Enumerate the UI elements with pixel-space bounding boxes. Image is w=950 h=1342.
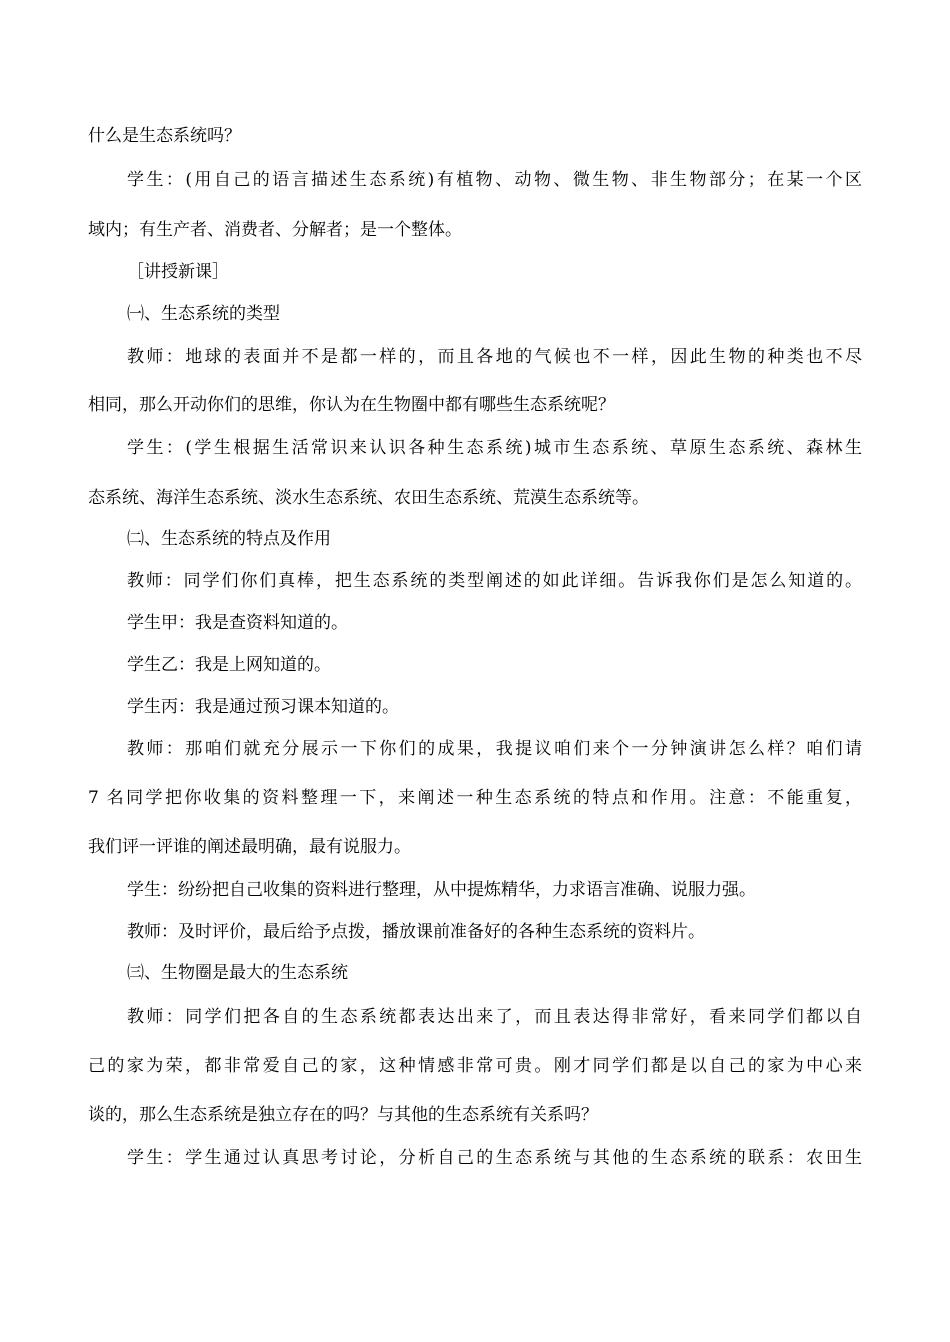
text-line: 教师：那咱们就充分展示一下你们的成果，我提议咱们来个一分钟演讲怎么样？咱们请 <box>127 739 862 759</box>
section-heading: ㈠、生态系统的类型 <box>127 304 280 324</box>
text-line: 学生：学生通过认真思考讨论，分析自己的生态系统与其他的生态系统的联系：农田生 <box>127 1148 862 1168</box>
text-line: 教师：地球的表面并不是都一样的，而且各地的气候也不一样，因此生物的种类也不尽 <box>127 347 862 367</box>
text-line: 相同，那么开动你们的思维，你认为在生物圈中都有哪些生态系统呢？ <box>88 395 615 415</box>
text-line: 学生乙：我是上网知道的。 <box>127 655 331 675</box>
text-line: 态系统、海洋生态系统、淡水生态系统、农田生态系统、荒漠生态系统等。 <box>88 488 649 508</box>
text-line: 学生甲：我是查资料知道的。 <box>127 613 348 633</box>
text-line: 教师：同学们把各自的生态系统都表达出来了，而且表达得非常好，看来同学们都以自 <box>127 1007 862 1027</box>
text-line: 己的家为荣，都非常爱自己的家，这种情感非常可贵。刚才同学们都是以自己的家为中心来 <box>88 1056 862 1076</box>
text-line: 学生：(学生根据生活常识来认识各种生态系统)城市生态系统、草原生态系统、森林生 <box>127 438 862 458</box>
text-line: 学生丙：我是通过预习课本知道的。 <box>127 697 399 717</box>
text-line: 谈的，那么生态系统是独立存在的吗？与其他的生态系统有关系吗？ <box>88 1105 598 1125</box>
text-line: 教师：及时评价，最后给予点拨，播放课前准备好的各种生态系统的资料片。 <box>127 922 705 942</box>
section-heading: ［讲授新课］ <box>127 262 229 282</box>
section-heading: ㈡、生态系统的特点及作用 <box>127 529 331 549</box>
text-line: 学生：纷纷把自己收集的资料进行整理，从中提炼精华，力求语言准确、说服力强。 <box>127 880 756 900</box>
text-line: 我们评一评谁的阐述最明确，最有说服力。 <box>88 837 411 857</box>
text-line: 域内；有生产者、消费者、分解者；是一个整体。 <box>88 220 462 240</box>
text-line: 什么是生态系统吗？ <box>88 126 241 146</box>
section-heading: ㈢、生物圈是最大的生态系统 <box>127 963 348 983</box>
text-line: 学生：(用自己的语言描述生态系统)有植物、动物、微生物、非生物部分；在某一个区 <box>127 170 862 190</box>
text-line: 7 名同学把你收集的资料整理一下，来阐述一种生态系统的特点和作用。注意：不能重复， <box>88 788 862 808</box>
text-line: 教师：同学们你们真棒，把生态系统的类型阐述的如此详细。告诉我你们是怎么知道的。 <box>127 571 862 591</box>
